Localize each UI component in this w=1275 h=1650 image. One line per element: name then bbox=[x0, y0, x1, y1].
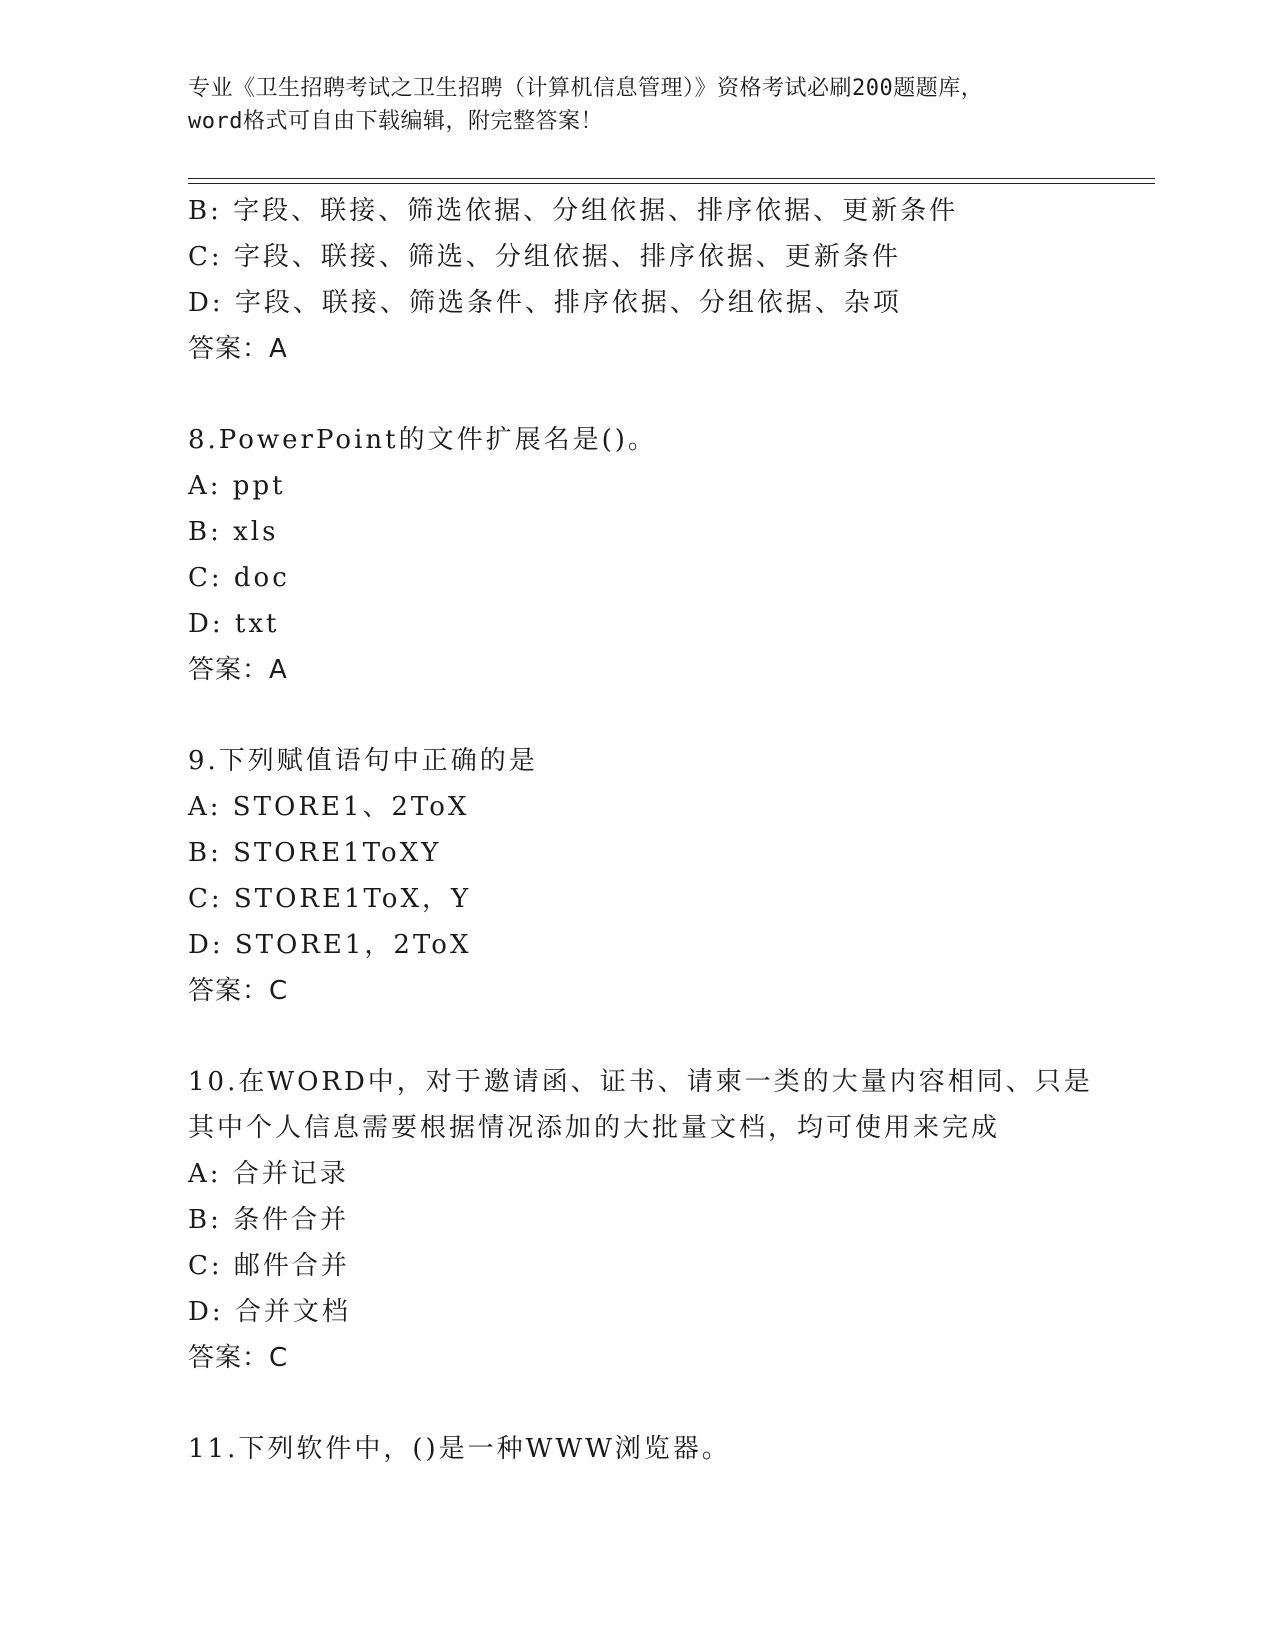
option-a: A: 合并记录 bbox=[188, 1159, 349, 1189]
question-stem: 11.下列软件中，()是一种WWW浏览器。 bbox=[188, 1434, 731, 1464]
option-b: B: xls bbox=[188, 517, 279, 547]
question-stem: 9.下列赋值语句中正确的是 bbox=[188, 746, 538, 776]
question-list bbox=[188, 188, 1093, 1472]
question-stem-line-1: 10.在WORD中，对于邀请函、证书、请柬一类的大量内容相同、只是 bbox=[188, 1067, 1093, 1097]
answer: 答案：C bbox=[188, 1343, 289, 1373]
question-11 bbox=[188, 1426, 1088, 1472]
option-c: C: 邮件合并 bbox=[188, 1251, 350, 1281]
header-divider-bottom bbox=[188, 183, 1155, 184]
option-d: D: txt bbox=[188, 609, 280, 639]
header-title-line-1: 专业《卫生招聘考试之卫生招聘（计算机信息管理）》资格考试必刷200题题库， bbox=[188, 76, 984, 101]
document-header bbox=[188, 72, 1088, 138]
answer: 答案：A bbox=[188, 655, 288, 685]
option-c: C: 字段、联接、筛选、分组依据、排序依据、更新条件 bbox=[188, 242, 901, 272]
header-title-line-2: word格式可自由下载编辑，附完整答案！ bbox=[188, 109, 603, 134]
option-d: D: 合并文档 bbox=[188, 1297, 351, 1327]
option-d: D: STORE1，2ToX bbox=[188, 930, 472, 960]
question-stem: 8.PowerPoint的文件扩展名是()。 bbox=[188, 425, 657, 455]
question-10 bbox=[188, 1059, 1093, 1381]
option-b: B: STORE1ToXY bbox=[188, 838, 442, 868]
answer: 答案：A bbox=[188, 334, 288, 364]
header-divider-top bbox=[188, 178, 1155, 179]
question-stem-line-2: 其中个人信息需要根据情况添加的大批量文档，均可使用来完成 bbox=[188, 1113, 1001, 1143]
option-a: A: ppt bbox=[188, 471, 286, 501]
option-b: B: 字段、联接、筛选依据、分组依据、排序依据、更新条件 bbox=[188, 196, 959, 226]
option-a: A: STORE1、2ToX bbox=[188, 792, 470, 822]
option-b: B: 条件合并 bbox=[188, 1205, 350, 1235]
option-d: D: 字段、联接、筛选条件、排序依据、分组依据、杂项 bbox=[188, 288, 902, 318]
option-c: C: STORE1ToX，Y bbox=[188, 884, 472, 914]
option-c: C: doc bbox=[188, 563, 290, 593]
answer: 答案：C bbox=[188, 976, 289, 1006]
question-7-partial bbox=[188, 188, 1088, 372]
question-8 bbox=[188, 417, 1088, 693]
question-9 bbox=[188, 738, 1088, 1014]
